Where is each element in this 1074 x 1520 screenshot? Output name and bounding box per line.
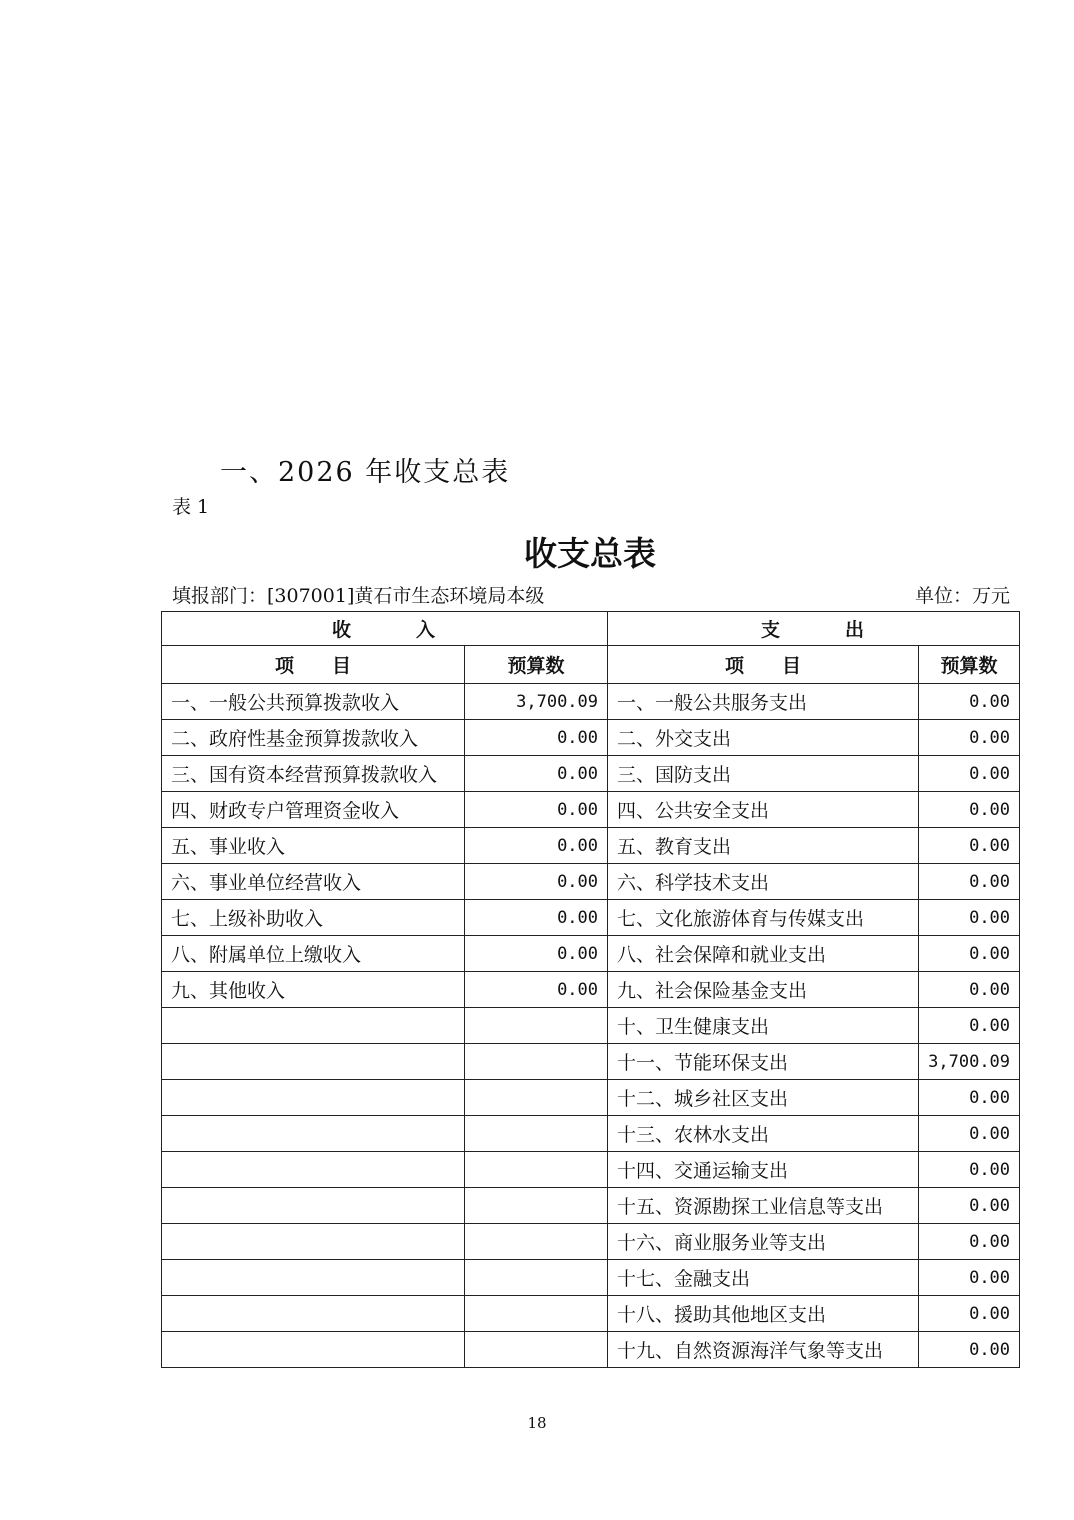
income-item-cell xyxy=(162,1296,465,1332)
expenditure-budget-cell: 0.00 xyxy=(919,936,1020,972)
expenditure-budget-cell: 0.00 xyxy=(919,900,1020,936)
expenditure-budget-cell: 0.00 xyxy=(919,864,1020,900)
table-row xyxy=(162,972,1020,1008)
expenditure-budget-cell: 0.00 xyxy=(919,972,1020,1008)
income-item-cell xyxy=(162,1044,465,1080)
table-row xyxy=(162,828,1020,864)
department-label: 填报部门：[307001]黄石市生态环境局本级 xyxy=(172,585,545,607)
table-row xyxy=(162,1260,1020,1296)
expenditure-item-cell: 十三、农林水支出 xyxy=(608,1116,919,1152)
budget-table xyxy=(161,611,1020,1368)
income-item-cell: 一、一般公共预算拨款收入 xyxy=(162,684,465,720)
income-budget-cell: 0.00 xyxy=(465,792,608,828)
income-budget-cell xyxy=(465,1008,608,1044)
table-row xyxy=(162,756,1020,792)
table-row xyxy=(162,720,1020,756)
income-budget-cell: 0.00 xyxy=(465,936,608,972)
income-budget-cell xyxy=(465,1080,608,1116)
income-budget-cell xyxy=(465,1116,608,1152)
income-item-cell xyxy=(162,1008,465,1044)
expenditure-item-cell: 十八、援助其他地区支出 xyxy=(608,1296,919,1332)
income-budget-cell: 0.00 xyxy=(465,828,608,864)
expenditure-item-cell: 八、社会保障和就业支出 xyxy=(608,936,919,972)
expenditure-item-cell: 六、科学技术支出 xyxy=(608,864,919,900)
income-budget-cell xyxy=(465,1260,608,1296)
expenditure-item-header: 项 目 xyxy=(608,646,919,684)
group-header-row xyxy=(162,612,1020,646)
expenditure-budget-cell: 0.00 xyxy=(919,720,1020,756)
expenditure-item-cell: 十六、商业服务业等支出 xyxy=(608,1224,919,1260)
table-row xyxy=(162,1152,1020,1188)
income-item-header: 项 目 xyxy=(162,646,465,684)
expenditure-item-cell: 四、公共安全支出 xyxy=(608,792,919,828)
column-header-row xyxy=(162,646,1020,684)
income-budget-cell xyxy=(465,1332,608,1368)
expenditure-item-cell: 二、外交支出 xyxy=(608,720,919,756)
table-row xyxy=(162,1188,1020,1224)
expenditure-budget-cell: 0.00 xyxy=(919,1260,1020,1296)
income-item-cell: 七、上级补助收入 xyxy=(162,900,465,936)
table-row xyxy=(162,1008,1020,1044)
expenditure-item-cell: 一、一般公共服务支出 xyxy=(608,684,919,720)
income-budget-cell xyxy=(465,1188,608,1224)
table-row xyxy=(162,864,1020,900)
expenditure-group-header: 支 出 xyxy=(608,612,1020,646)
income-budget-cell xyxy=(465,1152,608,1188)
expenditure-item-cell: 三、国防支出 xyxy=(608,756,919,792)
income-budget-header: 预算数 xyxy=(465,646,608,684)
income-budget-cell: 0.00 xyxy=(465,972,608,1008)
income-item-cell xyxy=(162,1152,465,1188)
income-item-cell xyxy=(162,1260,465,1296)
expenditure-item-cell: 五、教育支出 xyxy=(608,828,919,864)
income-item-cell xyxy=(162,1332,465,1368)
income-item-cell: 二、政府性基金预算拨款收入 xyxy=(162,720,465,756)
budget-table-body xyxy=(162,684,1020,1368)
table-meta xyxy=(172,581,1010,608)
income-item-cell xyxy=(162,1188,465,1224)
table-row xyxy=(162,792,1020,828)
income-budget-cell xyxy=(465,1044,608,1080)
expenditure-budget-cell: 0.00 xyxy=(919,684,1020,720)
income-budget-cell xyxy=(465,1296,608,1332)
income-item-cell: 六、事业单位经营收入 xyxy=(162,864,465,900)
expenditure-item-cell: 十九、自然资源海洋气象等支出 xyxy=(608,1332,919,1368)
table-row xyxy=(162,900,1020,936)
income-item-cell xyxy=(162,1224,465,1260)
income-budget-cell xyxy=(465,1224,608,1260)
table-row xyxy=(162,1044,1020,1080)
income-item-cell: 八、附属单位上缴收入 xyxy=(162,936,465,972)
income-item-cell: 四、财政专户管理资金收入 xyxy=(162,792,465,828)
section-heading: 一、2026 年收支总表 xyxy=(220,457,511,488)
expenditure-item-cell: 十五、资源勘探工业信息等支出 xyxy=(608,1188,919,1224)
expenditure-item-cell: 十七、金融支出 xyxy=(608,1260,919,1296)
expenditure-item-cell: 十、卫生健康支出 xyxy=(608,1008,919,1044)
income-budget-cell: 0.00 xyxy=(465,756,608,792)
expenditure-budget-cell: 0.00 xyxy=(919,1152,1020,1188)
expenditure-item-cell: 七、文化旅游体育与传媒支出 xyxy=(608,900,919,936)
unit-label: 单位：万元 xyxy=(914,585,1010,607)
expenditure-budget-header: 预算数 xyxy=(919,646,1020,684)
income-item-cell: 三、国有资本经营预算拨款收入 xyxy=(162,756,465,792)
table-row xyxy=(162,1332,1020,1368)
expenditure-budget-cell: 0.00 xyxy=(919,1224,1020,1260)
table-row xyxy=(162,1296,1020,1332)
table-row xyxy=(162,1224,1020,1260)
income-budget-cell: 3,700.09 xyxy=(465,684,608,720)
expenditure-item-cell: 九、社会保险基金支出 xyxy=(608,972,919,1008)
expenditure-item-cell: 十二、城乡社区支出 xyxy=(608,1080,919,1116)
expenditure-item-cell: 十四、交通运输支出 xyxy=(608,1152,919,1188)
expenditure-budget-cell: 0.00 xyxy=(919,1296,1020,1332)
income-item-cell xyxy=(162,1080,465,1116)
table-row xyxy=(162,936,1020,972)
expenditure-budget-cell: 0.00 xyxy=(919,1008,1020,1044)
expenditure-item-cell: 十一、节能环保支出 xyxy=(608,1044,919,1080)
expenditure-budget-cell: 0.00 xyxy=(919,1188,1020,1224)
table-row xyxy=(162,1116,1020,1152)
income-group-header: 收 入 xyxy=(162,612,608,646)
expenditure-budget-cell: 0.00 xyxy=(919,792,1020,828)
page-number: 18 xyxy=(527,1414,547,1432)
income-item-cell: 九、其他收入 xyxy=(162,972,465,1008)
expenditure-budget-cell: 0.00 xyxy=(919,1332,1020,1368)
table-number: 表 1 xyxy=(172,496,210,518)
income-budget-cell: 0.00 xyxy=(465,720,608,756)
expenditure-budget-cell: 0.00 xyxy=(919,828,1020,864)
income-budget-cell: 0.00 xyxy=(465,864,608,900)
income-item-cell xyxy=(162,1116,465,1152)
income-budget-cell: 0.00 xyxy=(465,900,608,936)
expenditure-budget-cell: 0.00 xyxy=(919,756,1020,792)
expenditure-budget-cell: 0.00 xyxy=(919,1080,1020,1116)
income-item-cell: 五、事业收入 xyxy=(162,828,465,864)
table-row xyxy=(162,684,1020,720)
table-row xyxy=(162,1080,1020,1116)
expenditure-budget-cell: 3,700.09 xyxy=(919,1044,1020,1080)
expenditure-budget-cell: 0.00 xyxy=(919,1116,1020,1152)
table-title: 收支总表 xyxy=(524,534,656,573)
